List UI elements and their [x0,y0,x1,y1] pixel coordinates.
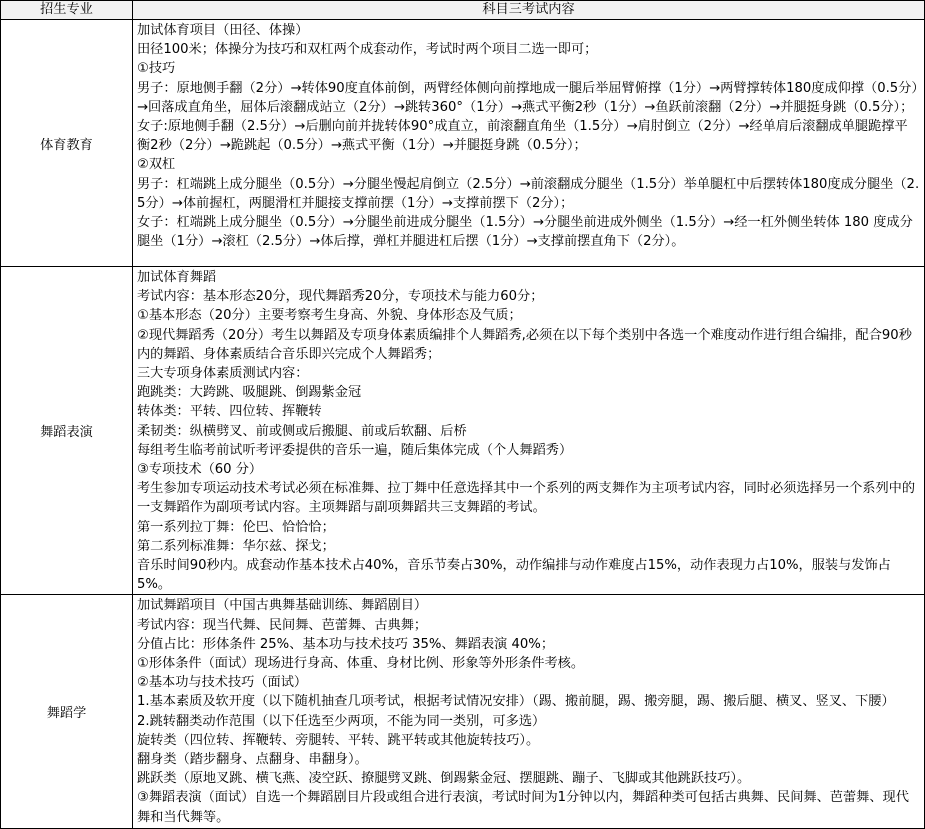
content-line: 每组考生临考前试听考评委提供的音乐一遍，随后集体完成（个人舞蹈秀） [137,442,573,458]
content-line: ①基本形态（20分）主要考察考生身高、外貌、身体形态及气质； [137,308,522,324]
header-major: 招生专业 [1,1,133,20]
content-line: 第一系列拉丁舞：伦巴、恰恰恰； [137,519,335,535]
content-line: 加试体育舞蹈 [137,270,217,285]
exam-content-cell [133,20,925,267]
table-row [1,267,925,595]
content-line: 女子:原地侧手翻（2.5分）→后删向前并拢转体90°成直立，前滚翻直角坐（1.5分）→肩肘倒立（2分）→经单肩后滚翻成单腿跪撑平衡2秒（2分）→跪跳起（0.5分）→燕式平衡（1分）→并腿挺身跳（0.5分）； [137,119,908,154]
content-line: 第二系列标准舞：华尔兹、探戈； [137,538,335,554]
content-line: 音乐时间90秒内。成套动作基本技术占40%，音乐节奏占30%，动作编排与动作难度占15%，动作表现力占10%，服装与发饰占5%。 [137,558,891,593]
content-line: 2.跳转翻类动作范围（以下任选至少两项，不能为同一类别，可多选） [137,713,546,729]
content-line: ②双杠 [137,157,176,173]
content-line: 翻身类（踏步翻身、点翻身、串翻身）。 [137,752,368,768]
header-subject-three: 科目三考试内容 [133,1,925,20]
major-name-cell: 舞蹈表演 [1,267,133,595]
content-line: 男子：原地侧手翻（2分）→转体90度直体前倒，两臂经体侧向前撑地成一腿后举屈臂俯撑（1分）→两臂撑转体180度成仰撑（0.5分）→回落成直角坐，屈体后滚翻成站立（2分）→跳转360°（1分）→燕式平衡2秒（1分）→鱼跃前滚翻（2分）→并腿挺身跳（0.5分）； [137,80,918,115]
content-line: 1.基本素质及软开度（以下随机抽查几项考试，根据考试情况安排）（踢、搬前腿，踢、搬旁腿，踢、搬后腿、横叉、竖叉、下腰） [137,694,895,710]
content-line: 考试内容：基本形态20分，现代舞蹈秀20分，专项技术与能力60分； [137,289,544,305]
content-line: ①技巧 [137,61,176,77]
table-row [1,20,925,267]
content-line: ③专项技术（60 分） [137,462,263,478]
content-line: 考试内容：现当代舞、民间舞、芭蕾舞、古典舞； [137,617,428,633]
exam-content-cell [133,267,925,595]
content-line: 分值占比：形体条件 25%、基本功与技术技巧 35%、舞蹈表演 40%； [137,636,555,652]
content-line: 跳跃类（原地叉跳、横飞燕、凌空跃、撩腿劈叉跳、倒踢紫金冠、摆腿跳、蹦子、飞脚或其他跳跃技巧）。 [137,771,751,787]
content-line: 柔韧类：纵横劈叉、前或侧或后搬腿、前或后软翻、后桥 [137,423,467,439]
content-line: 田径100米；体操分为技巧和双杠两个成套动作，考试时两个项目二选一即可； [137,42,598,58]
table-row [1,595,925,829]
content-line: ②现代舞蹈秀（20分）考生以舞蹈及专项身体素质编排个人舞蹈秀,必须在以下每个类别中各选一个难度动作进行组合编排，配合90秒内的舞蹈、身体素质结合音乐即兴完成个人舞蹈秀； [137,327,912,362]
content-line: 女子：杠端跳上成分腿坐（0.5分）→分腿坐前进成分腿坐（1.5分）→分腿坐前进成外侧坐（1.5分）→经一杠外侧坐转体 180 度成分腿坐（1分）→滚杠（2.5分）→体后撑，弹杠并腿进杠后摆（1分）→支撑前摆直角下（2分）。 [137,215,913,250]
major-name-cell: 体育教育 [1,20,133,267]
table-header-row [1,1,925,20]
content-line: 旋转类（四位转、挥鞭转、旁腿转、平转、跳平转或其他旋转技巧）。 [137,732,540,748]
content-line: 转体类：平转、四位转、挥鞭转 [137,404,322,420]
content-line: ②基本功与技术技巧（面试） [137,675,308,691]
content-line: 跑跳类：大跨跳、吸腿跳、倒踢紫金冠 [137,385,362,401]
exam-content-cell [133,595,925,829]
content-line: 加试体育项目（田径、体操） [137,23,309,38]
content-line: 考生参加专项运动技术考试必须在标准舞、拉丁舞中任意选择其中一个系列的两支舞作为主项考试内容，同时必须选择另一个系列中的一支舞蹈作为副项考试内容。主项舞蹈与副项舞蹈共三支舞蹈的考试。 [137,481,916,516]
major-name-cell: 舞蹈学 [1,595,133,829]
content-line: 男子：杠端跳上成分腿坐（0.5分）→分腿坐慢起肩倒立（2.5分）→前滚翻成分腿坐（1.5分）举单腿杠中后摆转体180度成分腿坐（2.5分）→体前握杠，两腿滑杠并腿接支撑前摆（1分）→支撑前摆下（2分）； [137,176,920,211]
content-line: ①形体条件（面试）现场进行身高、体重、身材比例、形象等外形条件考核。 [137,656,585,672]
content-line: ③舞蹈表演（面试）自选一个舞蹈剧目片段或组合进行表演，考试时间为1分钟以内，舞蹈种类可包括古典舞、民间舞、芭蕾舞、现代舞和当代舞等。 [137,790,909,825]
content-line: 三大专项身体素质测试内容： [137,366,309,382]
content-line: 加试舞蹈项目（中国古典舞基础训练、舞蹈剧目） [137,598,428,614]
